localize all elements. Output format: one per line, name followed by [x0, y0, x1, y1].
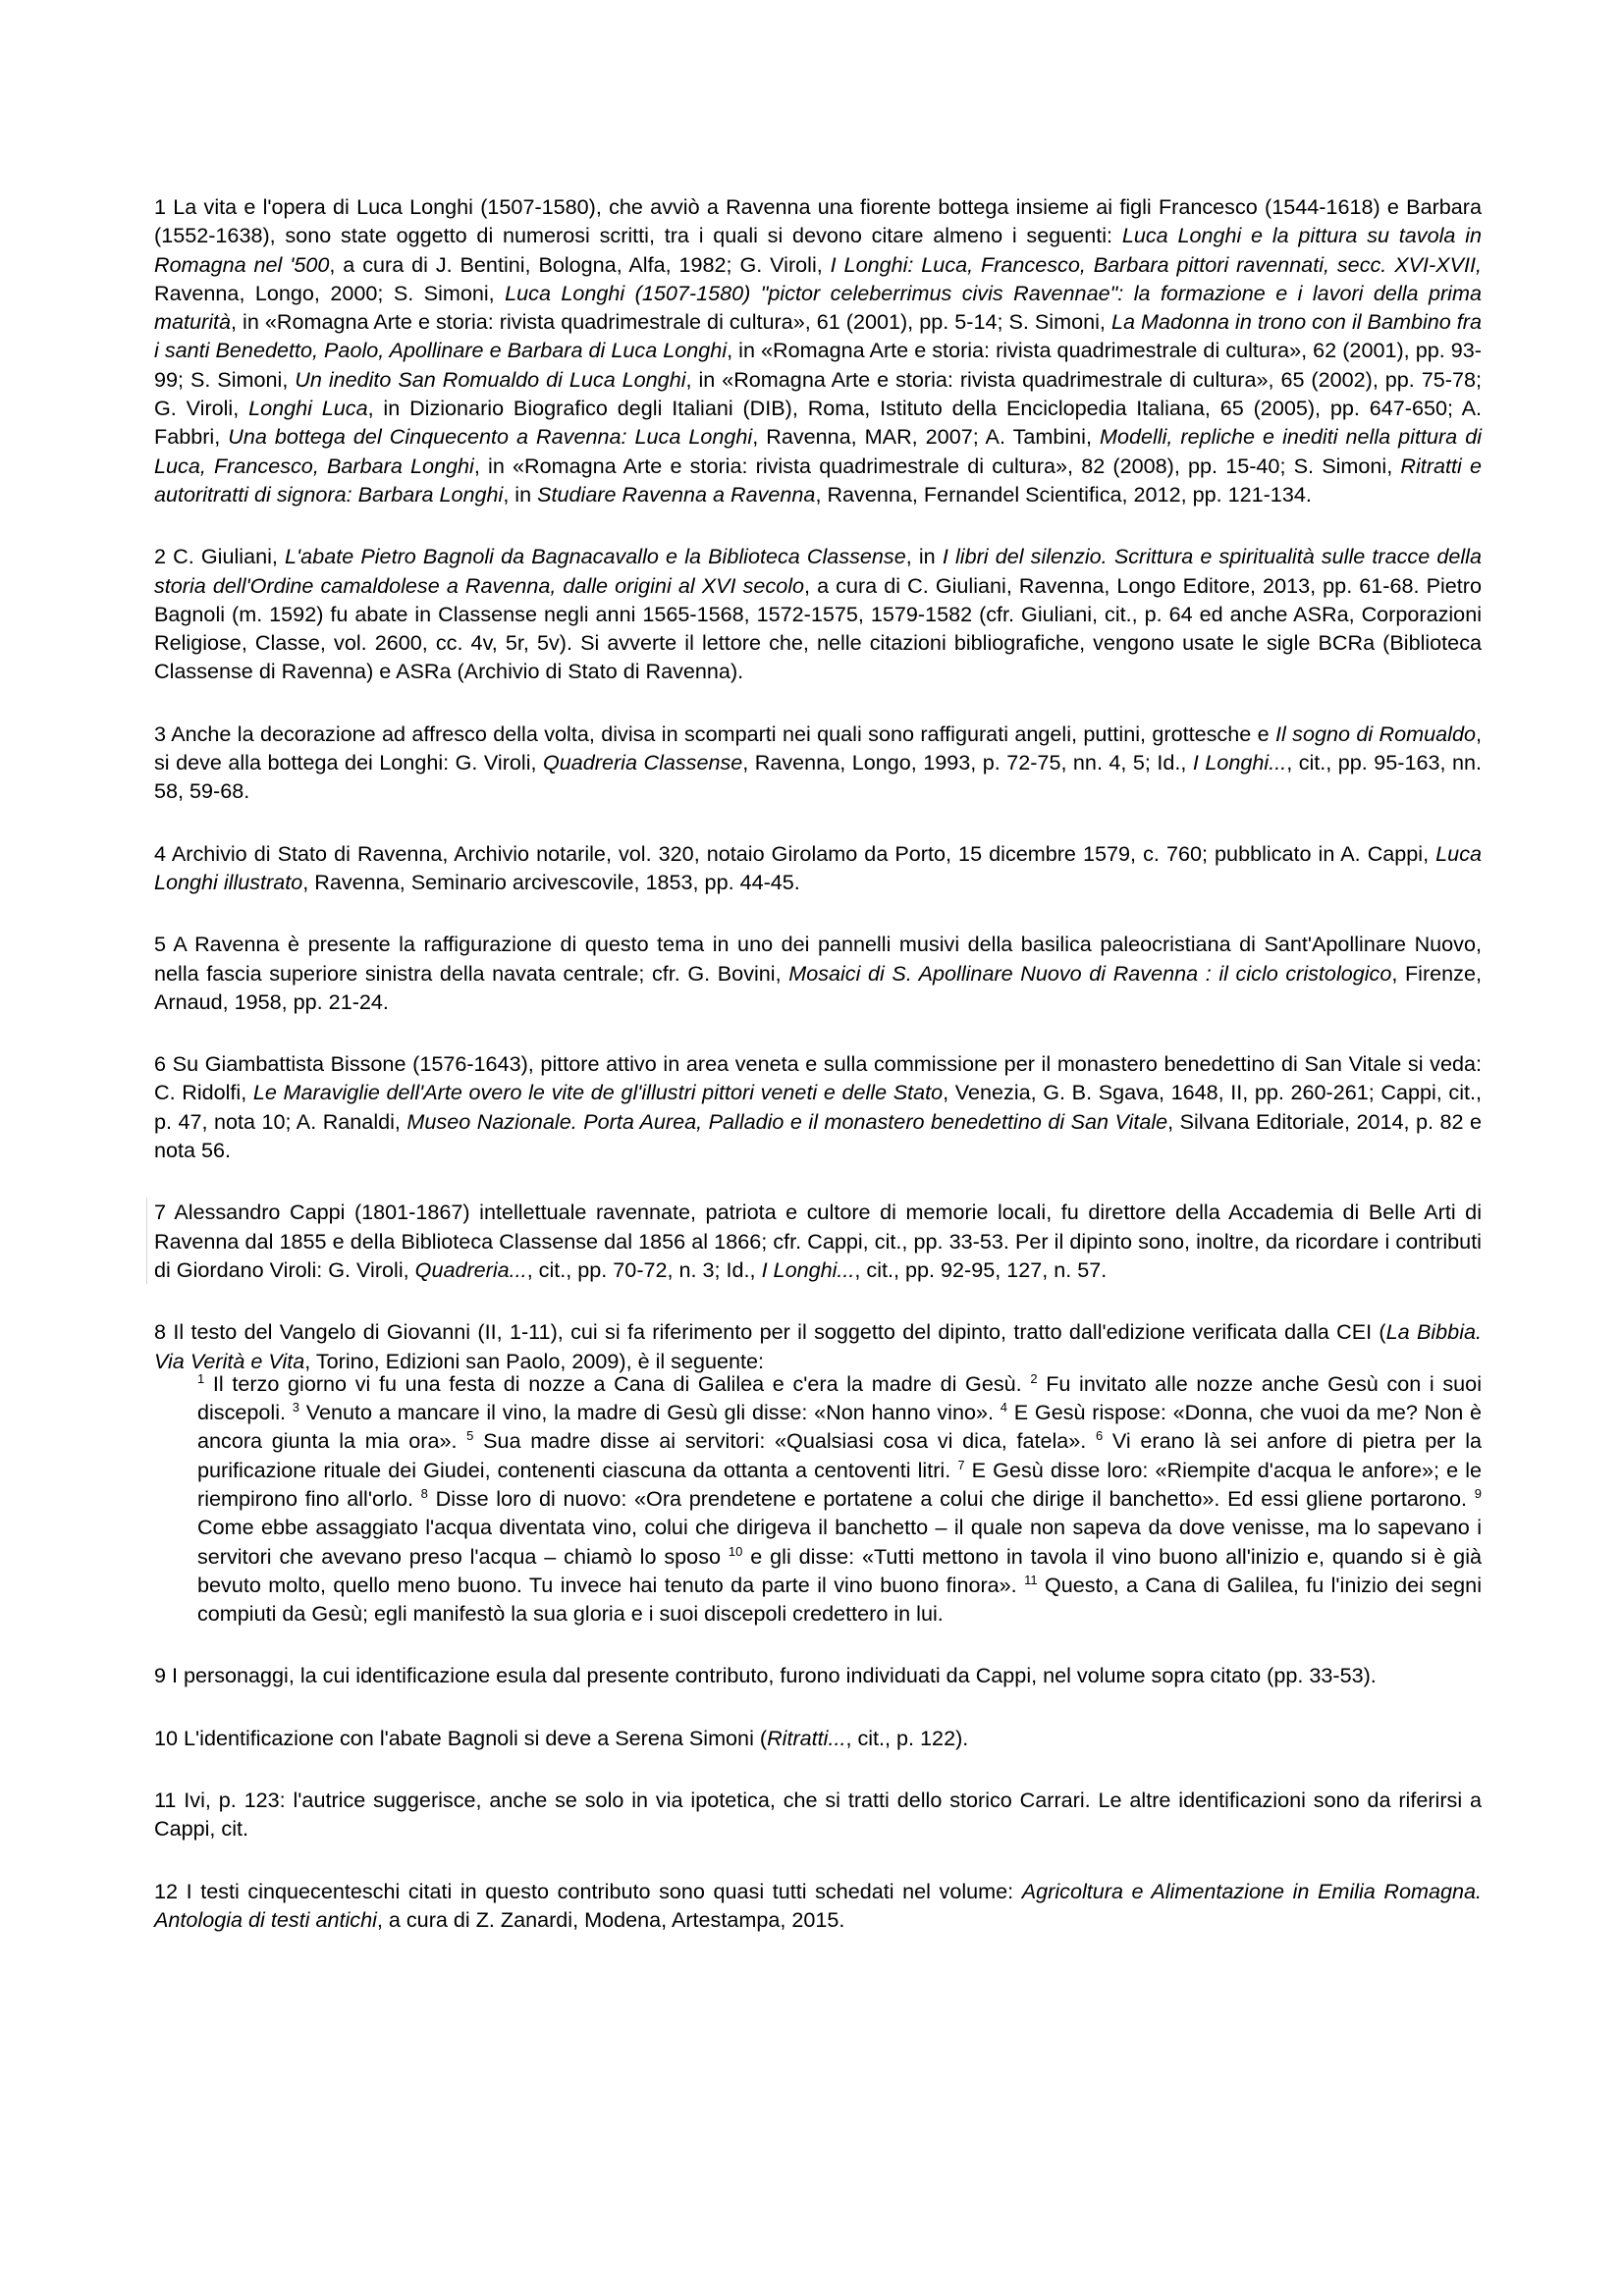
footnote-text: 2 C. Giuliani,	[154, 544, 286, 569]
footnote-12	[154, 1877, 1482, 1935]
footnote-2	[154, 542, 1482, 685]
verse-number: 11	[1024, 1572, 1038, 1587]
footnote-title: Il sogno di Romualdo	[1274, 721, 1476, 746]
footnote-text: , cit., p. 122).	[845, 1725, 969, 1750]
footnote-title: Modelli, repliche e inediti nella pittura di Luca, Francesco, Barbara Longhi	[154, 424, 1483, 478]
footnote-text: 4 Archivio di Stato di Ravenna, Archivio notarile, vol. 320, notaio Girolamo da Porto, 15 dicembre 1579, c. 760; pubblicato in A. Cappi,	[154, 840, 1436, 866]
footnote-title: Agricoltura e Alimentazione in Emilia Romagna. Antologia di testi antichi	[154, 1878, 1482, 1932]
footnote-4	[154, 839, 1482, 897]
footnote-11	[154, 1786, 1482, 1843]
footnote-text: , Venezia, G. B. Sgava, 1648, II, pp. 260-261; Cappi, cit., p. 47, nota 10; A. Ranaldi,	[154, 1080, 1483, 1134]
footnote-9	[154, 1661, 1482, 1689]
footnote-1	[154, 192, 1482, 508]
verse-number: 3	[292, 1399, 300, 1415]
footnote-title: La Bibbia. Via Verità e Vita	[154, 1319, 1483, 1373]
footnote-text: , a cura di Z. Zanardi, Modena, Artestampa, 2015.	[376, 1906, 845, 1932]
footnote-5	[154, 930, 1482, 1016]
verse-text: Fu invitato alle nozze anche Gesù con i suoi discepoli.	[197, 1370, 1482, 1425]
footnote-text: , Torino, Edizioni san Paolo, 2009), è il seguente:	[304, 1348, 765, 1373]
verse-number: 1	[197, 1370, 205, 1386]
verse-text: Venuto a mancare il vino, la madre di Gesù gli disse: «Non hanno vino».	[299, 1400, 1001, 1425]
footnote-text: 6 Su Giambattista Bissone (1576-1643), pittore attivo in area veneta e sulla commissione per il monastero benedettino di San Vitale si veda: C. Ridolfi,	[154, 1051, 1482, 1105]
footnote-7	[146, 1198, 1482, 1284]
footnote-text: , a cura di C. Giuliani, Ravenna, Longo Editore, 2013, pp. 61-68. Pietro Bagnoli (m. 1592) fu abate in Classense negli anni 1565-1568, 1572-1575, 1579-1582 (cfr. Giuliani, cit., p. 64 ed anche ASRa, Corporazioni Religiose, Classe, vol. 2600, cc. 4v, 5r, 5v). Si avverte il lettore che, nelle citazioni bibliografiche, vengono usate le sigle BCRa (Biblioteca Classense di Ravenna) e ASRa (Archivio di Stato di Ravenna).	[154, 572, 1482, 684]
verse-number: 6	[1095, 1428, 1104, 1444]
verse-number: 9	[1474, 1485, 1482, 1501]
footnote-title: Mosaici di S. Apollinare Nuovo di Ravenna : il ciclo cristologico	[788, 960, 1392, 986]
footnote-text: , a cura di J. Bentini, Bologna, Alfa, 1982; G. Viroli,	[329, 251, 831, 277]
footnote-text: , Ravenna, Longo, 1993, p. 72-75, nn. 4, 5; Id.,	[742, 750, 1193, 775]
footnote-text: , in	[503, 481, 538, 507]
footnote-text: , in	[905, 544, 943, 569]
verse-text: Il terzo giorno vi fu una festa di nozze a Cana di Galilea e c'era la madre di Gesù.	[204, 1370, 1031, 1396]
verse-text: e gli disse: «Tutti mettono in tavola il vino buono all'inizio e, quando si è già bevuto molto, quello meno buono. Tu invece hai tenuto da parte il vino buono finora».	[197, 1543, 1483, 1597]
footnote-title: L'abate Pietro Bagnoli da Bagnacavallo e la Biblioteca Classense	[285, 544, 906, 569]
footnote-text: 1 La vita e l'opera di Luca Longhi (1507-1580), che avviò a Ravenna una fiorente bottega insieme ai figli Francesco (1544-1618) e Barbara (1552-1638), sono state oggetto di numerosi scritti, tra i quali si devono citare almeno i seguenti:	[154, 194, 1482, 248]
footnote-8	[154, 1317, 1482, 1375]
footnote-text: 8 Il testo del Vangelo di Giovanni (II, 1-11), cui si fa riferimento per il soggetto del dipinto, tratto dall'edizione verificata dalla CEI (	[154, 1319, 1386, 1345]
footnote-6	[154, 1049, 1482, 1164]
footnote-text: , cit., pp. 92-95, 127, n. 57.	[854, 1256, 1108, 1282]
footnote-title: I Longhi: Luca, Francesco, Barbara pittori ravennati, secc. XVI-XVII,	[830, 251, 1482, 277]
footnote-title: Ritratti e autoritratti di signora: Barbara Longhi	[154, 453, 1482, 507]
footnote-text: , si deve alla bottega dei Longhi: G. Viroli,	[154, 721, 1482, 775]
verse-number: 7	[957, 1457, 965, 1472]
verse-number: 2	[1030, 1370, 1038, 1386]
footnote-title: Luca Longhi illustrato	[154, 840, 1482, 894]
footnote-title: Luca Longhi e la pittura su tavola in Romagna nel '500	[154, 223, 1482, 277]
footnote-text: , Ravenna, Seminario arcivescovile, 1853, pp. 44-45.	[302, 869, 800, 894]
footnote-text: 10 L'identificazione con l'abate Bagnoli si deve a Serena Simoni (	[154, 1725, 768, 1750]
verse-number: 10	[728, 1543, 743, 1559]
footnote-title: Museo Nazionale. Porta Aurea, Palladio e il monastero benedettino di San Vitale	[406, 1108, 1168, 1134]
footnote-text: , Ravenna, Fernandel Scientifica, 2012, pp. 121-134.	[815, 481, 1312, 507]
verse-text: E Gesù disse loro: «Riempite d'acqua le anfore»; e le riempirono fino all'orlo.	[197, 1457, 1483, 1511]
footnote-text: , in «Romagna Arte e storia: rivista quadrimestrale di cultura», 62 (2001), pp. 93-99; S. Simoni,	[154, 338, 1482, 392]
footnote-text: , Silvana Editoriale, 2014, p. 82 e nota 56.	[154, 1108, 1482, 1163]
footnote-3	[154, 720, 1482, 806]
footnote-title: Luca Longhi (1507-1580) "pictor celeberrimus civis Ravennae": la formazione e i lavori della prima maturità	[154, 280, 1482, 335]
footnote-title: I Longhi...	[1192, 750, 1287, 775]
verse-text: Questo, a Cana di Galilea, fu l'inizio dei segni compiuti da Gesù; egli manifestò la sua gloria e i suoi discepoli credettero in lui.	[197, 1572, 1482, 1627]
verse-text: Disse loro di nuovo: «Ora prendetene e portatene a colui che dirige il banchetto». Ed essi gliene portarono.	[427, 1485, 1475, 1511]
footnote-text: 5 A Ravenna è presente la raffigurazione di questo tema in uno dei pannelli musivi della basilica paleocristiana di Sant'Apollinare Nuovo, nella fascia superiore sinistra della navata centrale; cfr. G. Bovini,	[154, 932, 1482, 986]
footnote-title: I Longhi...	[761, 1256, 855, 1282]
verse-number: 4	[1000, 1399, 1007, 1415]
footnote-text: 9 I personaggi, la cui identificazione esula dal presente contributo, furono individuati da Cappi, nel volume sopra citato (pp. 33-53).	[154, 1663, 1377, 1688]
footnote-text: 11 Ivi, p. 123: l'autrice suggerisce, anche se solo in via ipotetica, che si tratti dello storico Carrari. Le altre identificazioni sono da riferirsi a Cappi, cit.	[154, 1788, 1482, 1842]
footnote-text: , Ravenna, MAR, 2007; A. Tambini,	[752, 424, 1100, 450]
verse-text: E Gesù rispose: «Donna, che vuoi da me? Non è ancora giunta la mia ora».	[197, 1400, 1482, 1454]
verse-text: Vi erano là sei anfore di pietra per la purificazione rituale dei Giudei, contenenti ciascuna da ottanta a centoventi litri.	[197, 1428, 1483, 1482]
footnote-title: Le Maraviglie dell'Arte overo le vite de gl'illustri pittori veneti e delle Stato	[252, 1080, 944, 1105]
footnote-title: Quadreria...	[414, 1256, 527, 1282]
footnote-title: Un inedito San Romualdo di Luca Longhi	[295, 366, 686, 392]
footnote-title: Longhi Luca	[248, 396, 368, 421]
footnote-title: Ritratti...	[767, 1725, 846, 1750]
verse-number: 8	[420, 1485, 428, 1501]
footnote-text: , in «Romagna Arte e storia: rivista quadrimestrale di cultura», 61 (2001), pp. 5-14; S. Simoni,	[231, 309, 1111, 335]
footnote-title: La Madonna in trono con il Bambino fra i santi Benedetto, Paolo, Apollinare e Barbara di Luca Longhi	[154, 309, 1483, 363]
footnote-text: 7 Alessandro Cappi (1801-1867) intellettuale ravennate, patriota e cultore di memorie locali, fu direttore della Accademia di Belle Arti di Ravenna dal 1855 e della Biblioteca Classense dal 1856 al 1866; cfr. Cappi, cit., pp. 33-53. Per il dipinto sono, inoltre, da ricordare i contributi di Giordano Viroli: G. Viroli,	[154, 1200, 1482, 1282]
footnote-text: , cit., pp. 70-72, n. 3; Id.,	[526, 1256, 762, 1282]
footnote-title: I libri del silenzio. Scrittura e spiritualità sulle tracce della storia dell'Ordine camaldolese a Ravenna, dalle origini al XVI secolo	[154, 544, 1482, 598]
footnote-text: 3 Anche la decorazione ad affresco della volta, divisa in scomparti nei quali sono raffigurati angeli, puttini, grottesche e	[154, 721, 1275, 746]
verse-number: 5	[466, 1428, 474, 1444]
footnote-text: , in «Romagna Arte e storia: rivista quadrimestrale di cultura», 82 (2008), pp. 15-40; S. Simoni,	[473, 453, 1401, 478]
footnote-text: , in Dizionario Biografico degli Italiani (DIB), Roma, Istituto della Enciclopedia Italiana, 65 (2005), pp. 647-650; A. Fabbri,	[154, 396, 1483, 450]
footnote-10	[154, 1724, 1482, 1752]
gospel-quote	[197, 1369, 1482, 1629]
footnote-text: , cit., pp. 95-163, nn. 58, 59-68.	[154, 750, 1482, 804]
footnote-title: Una bottega del Cinquecento a Ravenna: Luca Longhi	[228, 424, 753, 450]
verse-text: Come ebbe assaggiato l'acqua diventata vino, colui che dirigeva il banchetto – il quale non sapeva da dove venisse, ma lo sapevano i servitori che avevano preso l'acqua – chiamò lo sposo	[197, 1515, 1482, 1569]
footnote-text: , in «Romagna Arte e storia: rivista quadrimestrale di cultura», 65 (2002), pp. 75-78; G. Viroli,	[154, 366, 1482, 421]
footnote-text: 12 I testi cinquecenteschi citati in questo contributo sono quasi tutti schedati nel volume:	[154, 1878, 1022, 1903]
footnote-title: Studiare Ravenna a Ravenna	[537, 481, 816, 507]
footnotes-page	[154, 192, 1482, 1967]
footnote-text: , Firenze, Arnaud, 1958, pp. 21-24.	[154, 960, 1482, 1014]
verse-text: Sua madre disse ai servitori: «Qualsiasi cosa vi dica, fatela».	[473, 1428, 1096, 1454]
footnote-text: Ravenna, Longo, 2000; S. Simoni,	[154, 280, 506, 305]
footnote-title: Quadreria Classense	[542, 750, 743, 775]
